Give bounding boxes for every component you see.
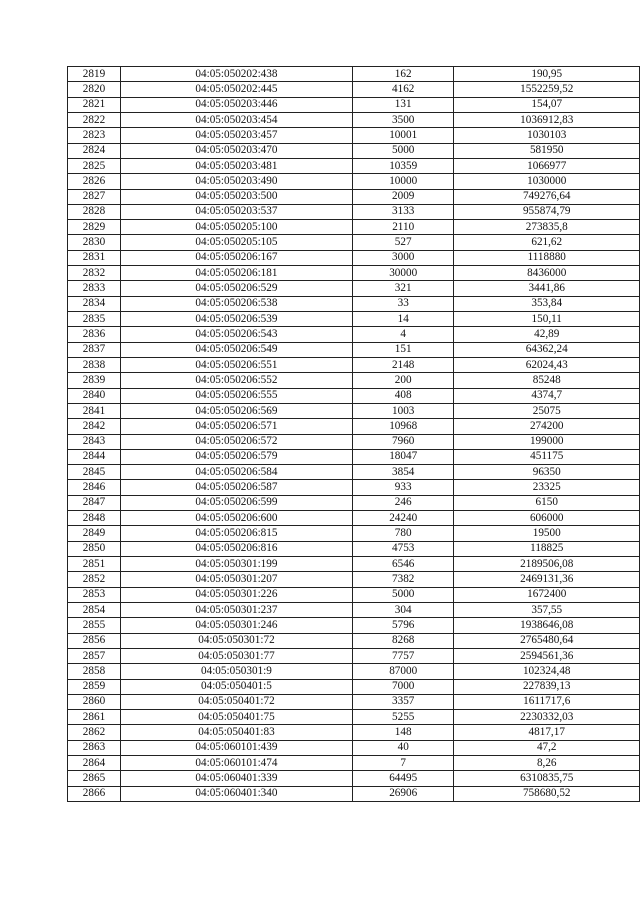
- row-number-cell: 2854: [68, 602, 121, 617]
- row-number-cell: 2826: [68, 174, 121, 189]
- cadastral-number-cell: 04:05:050301:72: [120, 633, 352, 648]
- area-cell: 246: [352, 495, 454, 510]
- table-row: [68, 572, 640, 587]
- cadastral-number-cell: 04:05:050206:167: [120, 250, 352, 265]
- area-cell: 26906: [352, 786, 454, 801]
- table-row: [68, 174, 640, 189]
- cadastral-number-cell: 04:05:050205:100: [120, 220, 352, 235]
- area-cell: 7960: [352, 434, 454, 449]
- value-cell: 1672400: [454, 587, 640, 602]
- value-cell: 6310835,75: [454, 771, 640, 786]
- cadastral-number-cell: 04:05:050301:9: [120, 664, 352, 679]
- cadastral-number-cell: 04:05:050205:105: [120, 235, 352, 250]
- value-cell: 273835,8: [454, 220, 640, 235]
- cadastral-number-cell: 04:05:050301:226: [120, 587, 352, 602]
- row-number-cell: 2825: [68, 158, 121, 173]
- row-number-cell: 2830: [68, 235, 121, 250]
- cadastral-number-cell: 04:05:050203:470: [120, 143, 352, 158]
- table-row: [68, 281, 640, 296]
- row-number-cell: 2853: [68, 587, 121, 602]
- row-number-cell: 2840: [68, 388, 121, 403]
- row-number-cell: 2857: [68, 648, 121, 663]
- area-cell: 40: [352, 740, 454, 755]
- row-number-cell: 2831: [68, 250, 121, 265]
- table-row: [68, 204, 640, 219]
- area-cell: 3500: [352, 112, 454, 127]
- value-cell: 19500: [454, 526, 640, 541]
- row-number-cell: 2820: [68, 82, 121, 97]
- table-row: [68, 557, 640, 572]
- area-cell: 3133: [352, 204, 454, 219]
- row-number-cell: 2824: [68, 143, 121, 158]
- area-cell: 304: [352, 602, 454, 617]
- area-cell: 3854: [352, 465, 454, 480]
- table-row: [68, 633, 640, 648]
- area-cell: 1003: [352, 403, 454, 418]
- value-cell: 274200: [454, 419, 640, 434]
- row-number-cell: 2852: [68, 572, 121, 587]
- row-number-cell: 2832: [68, 266, 121, 281]
- cadastral-number-cell: 04:05:050206:584: [120, 465, 352, 480]
- row-number-cell: 2821: [68, 97, 121, 112]
- area-cell: 2110: [352, 220, 454, 235]
- table-row: [68, 97, 640, 112]
- table-row: [68, 526, 640, 541]
- table-row: [68, 296, 640, 311]
- area-cell: 30000: [352, 266, 454, 281]
- cadastral-number-cell: 04:05:050203:481: [120, 158, 352, 173]
- value-cell: 581950: [454, 143, 640, 158]
- cadastral-number-cell: 04:05:050206:572: [120, 434, 352, 449]
- table-row: [68, 480, 640, 495]
- row-number-cell: 2864: [68, 756, 121, 771]
- value-cell: 154,07: [454, 97, 640, 112]
- row-number-cell: 2850: [68, 541, 121, 556]
- cadastral-number-cell: 04:05:050203:537: [120, 204, 352, 219]
- table-row: [68, 602, 640, 617]
- cadastral-number-cell: 04:05:050203:500: [120, 189, 352, 204]
- area-cell: 527: [352, 235, 454, 250]
- value-cell: 1030103: [454, 128, 640, 143]
- cadastral-number-cell: 04:05:050202:438: [120, 67, 352, 82]
- cadastral-number-cell: 04:05:050206:599: [120, 495, 352, 510]
- row-number-cell: 2838: [68, 357, 121, 372]
- cadastral-number-cell: 04:05:050206:552: [120, 373, 352, 388]
- area-cell: 408: [352, 388, 454, 403]
- row-number-cell: 2823: [68, 128, 121, 143]
- area-cell: 933: [352, 480, 454, 495]
- row-number-cell: 2843: [68, 434, 121, 449]
- table-row: [68, 189, 640, 204]
- area-cell: 5796: [352, 618, 454, 633]
- value-cell: 85248: [454, 373, 640, 388]
- cadastral-number-cell: 04:05:060401:339: [120, 771, 352, 786]
- value-cell: 8436000: [454, 266, 640, 281]
- cadastral-number-cell: 04:05:050206:555: [120, 388, 352, 403]
- area-cell: 24240: [352, 511, 454, 526]
- row-number-cell: 2855: [68, 618, 121, 633]
- table-row: [68, 771, 640, 786]
- value-cell: 2765480,64: [454, 633, 640, 648]
- table-row: [68, 434, 640, 449]
- area-cell: 131: [352, 97, 454, 112]
- table-row: [68, 756, 640, 771]
- area-cell: 6546: [352, 557, 454, 572]
- area-cell: 7: [352, 756, 454, 771]
- cadastral-number-cell: 04:05:060101:439: [120, 740, 352, 755]
- value-cell: 2189506,08: [454, 557, 640, 572]
- value-cell: 1118880: [454, 250, 640, 265]
- value-cell: 451175: [454, 449, 640, 464]
- area-cell: 18047: [352, 449, 454, 464]
- row-number-cell: 2828: [68, 204, 121, 219]
- value-cell: 227839,13: [454, 679, 640, 694]
- table-row: [68, 587, 640, 602]
- value-cell: 1552259,52: [454, 82, 640, 97]
- value-cell: 4817,17: [454, 725, 640, 740]
- value-cell: 749276,64: [454, 189, 640, 204]
- row-number-cell: 2865: [68, 771, 121, 786]
- area-cell: 5255: [352, 710, 454, 725]
- table-row: [68, 495, 640, 510]
- cadastral-number-cell: 04:05:050206:571: [120, 419, 352, 434]
- area-cell: 2009: [352, 189, 454, 204]
- row-number-cell: 2863: [68, 740, 121, 755]
- row-number-cell: 2846: [68, 480, 121, 495]
- area-cell: 7757: [352, 648, 454, 663]
- area-cell: 8268: [352, 633, 454, 648]
- row-number-cell: 2842: [68, 419, 121, 434]
- row-number-cell: 2822: [68, 112, 121, 127]
- row-number-cell: 2866: [68, 786, 121, 801]
- value-cell: 357,55: [454, 602, 640, 617]
- row-number-cell: 2819: [68, 67, 121, 82]
- table-row: [68, 694, 640, 709]
- table-row: [68, 342, 640, 357]
- cadastral-number-cell: 04:05:050203:490: [120, 174, 352, 189]
- table-row: [68, 327, 640, 342]
- row-number-cell: 2839: [68, 373, 121, 388]
- table-row: [68, 449, 640, 464]
- value-cell: 353,84: [454, 296, 640, 311]
- table-row: [68, 250, 640, 265]
- table-row: [68, 82, 640, 97]
- value-cell: 6150: [454, 495, 640, 510]
- value-cell: 4374,7: [454, 388, 640, 403]
- cadastral-number-cell: 04:05:050206:539: [120, 312, 352, 327]
- area-cell: 5000: [352, 143, 454, 158]
- table-body: [68, 67, 640, 802]
- value-cell: 2469131,36: [454, 572, 640, 587]
- cadastral-number-cell: 04:05:050206:569: [120, 403, 352, 418]
- row-number-cell: 2837: [68, 342, 121, 357]
- value-cell: 1611717,6: [454, 694, 640, 709]
- value-cell: 42,89: [454, 327, 640, 342]
- area-cell: 10968: [352, 419, 454, 434]
- value-cell: 2594561,36: [454, 648, 640, 663]
- table-row: [68, 710, 640, 725]
- table-row: [68, 465, 640, 480]
- cadastral-number-cell: 04:05:050401:5: [120, 679, 352, 694]
- value-cell: 1066977: [454, 158, 640, 173]
- cadastral-number-cell: 04:05:050206:543: [120, 327, 352, 342]
- area-cell: 33: [352, 296, 454, 311]
- row-number-cell: 2848: [68, 511, 121, 526]
- table-row: [68, 220, 640, 235]
- table-row: [68, 357, 640, 372]
- area-cell: 10000: [352, 174, 454, 189]
- cadastral-number-cell: 04:05:050206:600: [120, 511, 352, 526]
- value-cell: 64362,24: [454, 342, 640, 357]
- area-cell: 3000: [352, 250, 454, 265]
- table-row: [68, 235, 640, 250]
- row-number-cell: 2856: [68, 633, 121, 648]
- row-number-cell: 2862: [68, 725, 121, 740]
- value-cell: 758680,52: [454, 786, 640, 801]
- table-row: [68, 664, 640, 679]
- value-cell: 25075: [454, 403, 640, 418]
- cadastral-number-cell: 04:05:050203:454: [120, 112, 352, 127]
- area-cell: 151: [352, 342, 454, 357]
- value-cell: 3441,86: [454, 281, 640, 296]
- table-row: [68, 786, 640, 801]
- area-cell: 4: [352, 327, 454, 342]
- value-cell: 621,62: [454, 235, 640, 250]
- value-cell: 1030000: [454, 174, 640, 189]
- row-number-cell: 2836: [68, 327, 121, 342]
- cadastral-number-cell: 04:05:050301:77: [120, 648, 352, 663]
- area-cell: 7382: [352, 572, 454, 587]
- area-cell: 87000: [352, 664, 454, 679]
- table-row: [68, 128, 640, 143]
- table-row: [68, 618, 640, 633]
- row-number-cell: 2847: [68, 495, 121, 510]
- cadastral-number-cell: 04:05:050206:587: [120, 480, 352, 495]
- value-cell: 1938646,08: [454, 618, 640, 633]
- area-cell: 148: [352, 725, 454, 740]
- table-row: [68, 266, 640, 281]
- row-number-cell: 2829: [68, 220, 121, 235]
- row-number-cell: 2833: [68, 281, 121, 296]
- value-cell: 190,95: [454, 67, 640, 82]
- row-number-cell: 2834: [68, 296, 121, 311]
- area-cell: 162: [352, 67, 454, 82]
- area-cell: 5000: [352, 587, 454, 602]
- area-cell: 321: [352, 281, 454, 296]
- row-number-cell: 2835: [68, 312, 121, 327]
- cadastral-number-cell: 04:05:050202:445: [120, 82, 352, 97]
- table-row: [68, 373, 640, 388]
- table-row: [68, 403, 640, 418]
- value-cell: 96350: [454, 465, 640, 480]
- cadastral-number-cell: 04:05:050206:538: [120, 296, 352, 311]
- row-number-cell: 2858: [68, 664, 121, 679]
- cadastral-number-cell: 04:05:050401:75: [120, 710, 352, 725]
- cadastral-number-cell: 04:05:060101:474: [120, 756, 352, 771]
- area-cell: 7000: [352, 679, 454, 694]
- table-row: [68, 725, 640, 740]
- row-number-cell: 2827: [68, 189, 121, 204]
- area-cell: 3357: [352, 694, 454, 709]
- cadastral-number-cell: 04:05:050206:529: [120, 281, 352, 296]
- cadastral-number-cell: 04:05:050401:72: [120, 694, 352, 709]
- value-cell: 102324,48: [454, 664, 640, 679]
- cadastral-number-cell: 04:05:050401:83: [120, 725, 352, 740]
- row-number-cell: 2859: [68, 679, 121, 694]
- cadastral-number-cell: 04:05:050206:181: [120, 266, 352, 281]
- area-cell: 4162: [352, 82, 454, 97]
- value-cell: 1036912,83: [454, 112, 640, 127]
- value-cell: 955874,79: [454, 204, 640, 219]
- cadastral-number-cell: 04:05:050301:237: [120, 602, 352, 617]
- table-row: [68, 679, 640, 694]
- table-row: [68, 388, 640, 403]
- table-row: [68, 67, 640, 82]
- row-number-cell: 2861: [68, 710, 121, 725]
- value-cell: 118825: [454, 541, 640, 556]
- value-cell: 150,11: [454, 312, 640, 327]
- cadastral-number-cell: 04:05:050301:246: [120, 618, 352, 633]
- table-row: [68, 143, 640, 158]
- table-row: [68, 511, 640, 526]
- area-cell: 780: [352, 526, 454, 541]
- cadastral-number-cell: 04:05:050206:816: [120, 541, 352, 556]
- table-row: [68, 158, 640, 173]
- cadastral-number-cell: 04:05:060401:340: [120, 786, 352, 801]
- row-number-cell: 2851: [68, 557, 121, 572]
- table-row: [68, 112, 640, 127]
- value-cell: 606000: [454, 511, 640, 526]
- value-cell: 47,2: [454, 740, 640, 755]
- area-cell: 10359: [352, 158, 454, 173]
- cadastral-value-table: [67, 66, 640, 802]
- area-cell: 14: [352, 312, 454, 327]
- cadastral-number-cell: 04:05:050203:446: [120, 97, 352, 112]
- cadastral-number-cell: 04:05:050206:815: [120, 526, 352, 541]
- area-cell: 2148: [352, 357, 454, 372]
- value-cell: 62024,43: [454, 357, 640, 372]
- row-number-cell: 2849: [68, 526, 121, 541]
- area-cell: 64495: [352, 771, 454, 786]
- table-row: [68, 541, 640, 556]
- value-cell: 23325: [454, 480, 640, 495]
- area-cell: 4753: [352, 541, 454, 556]
- value-cell: 2230332,03: [454, 710, 640, 725]
- cadastral-number-cell: 04:05:050301:199: [120, 557, 352, 572]
- table-row: [68, 312, 640, 327]
- table-row: [68, 648, 640, 663]
- row-number-cell: 2844: [68, 449, 121, 464]
- area-cell: 10001: [352, 128, 454, 143]
- cadastral-number-cell: 04:05:050206:551: [120, 357, 352, 372]
- area-cell: 200: [352, 373, 454, 388]
- cadastral-number-cell: 04:05:050206:549: [120, 342, 352, 357]
- value-cell: 199000: [454, 434, 640, 449]
- cadastral-number-cell: 04:05:050203:457: [120, 128, 352, 143]
- row-number-cell: 2841: [68, 403, 121, 418]
- cadastral-number-cell: 04:05:050206:579: [120, 449, 352, 464]
- table-row: [68, 740, 640, 755]
- table-row: [68, 419, 640, 434]
- value-cell: 8,26: [454, 756, 640, 771]
- row-number-cell: 2860: [68, 694, 121, 709]
- row-number-cell: 2845: [68, 465, 121, 480]
- cadastral-number-cell: 04:05:050301:207: [120, 572, 352, 587]
